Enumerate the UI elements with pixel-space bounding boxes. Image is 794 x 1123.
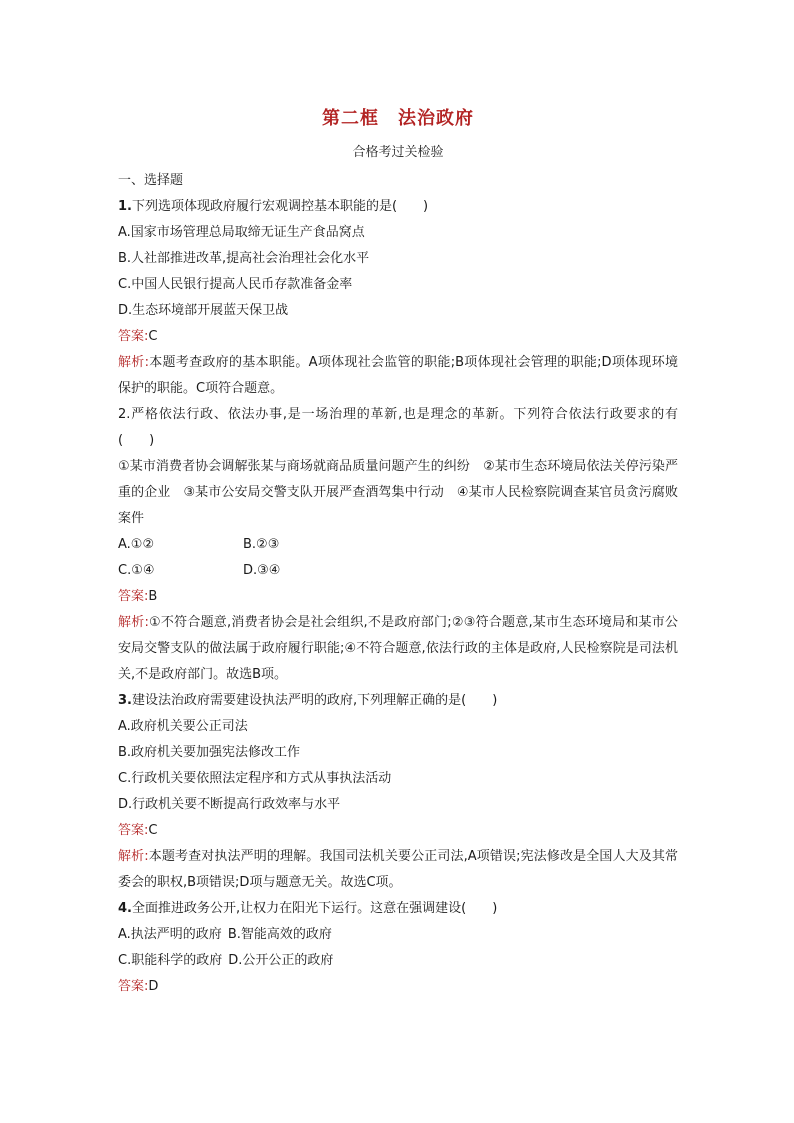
question-3-answer bbox=[118, 818, 678, 844]
question-3-answer-value: C bbox=[148, 823, 158, 838]
question-2-option-d: D.③④ bbox=[243, 563, 281, 578]
question-2-options-row-1 bbox=[118, 532, 678, 558]
question-2-option-b: B.②③ bbox=[243, 537, 280, 552]
question-3-option-c: C.行政机关要依照法定程序和方式从事执法活动 bbox=[118, 771, 392, 786]
question-1-answer-value: C bbox=[148, 329, 158, 344]
question-2-analysis-text: ①不符合题意,消费者协会是社会组织,不是政府部门;②③符合题意,某市生态环境局和某市公安局交警支队的做法属于政府履行职能;④不符合题意,依法行政的主体是政府,人民检察院是司法机关,不是政府部门。故选B项。 bbox=[118, 615, 678, 682]
question-1-option-d: D.生态环境部开展蓝天保卫战 bbox=[118, 303, 289, 318]
answer-label: 答案: bbox=[118, 589, 149, 604]
analysis-label: 解析: bbox=[118, 355, 149, 370]
question-4-number: 4. bbox=[118, 901, 132, 916]
question-1-stem bbox=[118, 194, 678, 220]
document-page bbox=[118, 104, 678, 1000]
question-2-options-row-2 bbox=[118, 558, 678, 584]
question-4-options-row-1 bbox=[118, 922, 678, 948]
answer-label: 答案: bbox=[118, 329, 149, 344]
page-subtitle: 合格考过关检验 bbox=[352, 145, 444, 160]
question-3-stem bbox=[118, 688, 678, 714]
question-3-option-d: D.行政机关要不断提高行政效率与水平 bbox=[118, 797, 341, 812]
question-1-analysis-text: 本题考查政府的基本职能。A项体现社会监管的职能;B项体现社会管理的职能;D项体现环境保护的职能。C项符合题意。 bbox=[118, 355, 678, 396]
question-1-analysis bbox=[118, 350, 678, 402]
analysis-label: 解析: bbox=[118, 615, 149, 630]
question-1-text: 下列选项体现政府履行宏观调控基本职能的是( ) bbox=[131, 199, 429, 214]
answer-label: 答案: bbox=[118, 823, 149, 838]
section-heading: 一、选择题 bbox=[118, 173, 184, 188]
question-4-option-c: C.职能科学的政府 bbox=[118, 953, 223, 968]
question-2-answer-value: B bbox=[148, 589, 158, 604]
question-4-option-a: A.执法严明的政府 bbox=[118, 927, 222, 942]
question-3-number: 3. bbox=[118, 693, 132, 708]
question-2-analysis bbox=[118, 610, 678, 688]
question-4-options-row-2 bbox=[118, 948, 678, 974]
question-4-text: 全面推进政务公开,让权力在阳光下运行。这意在强调建设( ) bbox=[131, 901, 498, 916]
question-2-option-a: A.①② bbox=[118, 537, 155, 552]
question-2-number: 2. bbox=[118, 407, 131, 422]
question-4-stem bbox=[118, 896, 678, 922]
question-3-analysis-text: 本题考查对执法严明的理解。我国司法机关要公正司法,A项错误;宪法修改是全国人大及其常委会的职权,B项错误;D项与题意无关。故选C项。 bbox=[118, 849, 678, 890]
answer-label: 答案: bbox=[118, 979, 149, 994]
question-1-option-b: B.人社部推进改革,提高社会治理社会化水平 bbox=[118, 251, 370, 266]
question-3-analysis bbox=[118, 844, 678, 896]
question-3-option-a: A.政府机关要公正司法 bbox=[118, 719, 248, 734]
page-title: 第二框 法治政府 bbox=[322, 108, 474, 129]
question-1-option-c: C.中国人民银行提高人民币存款准备金率 bbox=[118, 277, 353, 292]
question-1-option-a: A.国家市场管理总局取缔无证生产食品窝点 bbox=[118, 225, 365, 240]
question-3-text: 建设法治政府需要建设执法严明的政府,下列理解正确的是( ) bbox=[131, 693, 498, 708]
question-2-stem bbox=[118, 402, 678, 454]
question-4-option-b: B.智能高效的政府 bbox=[227, 927, 332, 942]
question-2-option-c: C.①④ bbox=[118, 563, 155, 578]
analysis-label: 解析: bbox=[118, 849, 149, 864]
question-4-answer-value: D bbox=[148, 979, 159, 994]
question-2-answer bbox=[118, 584, 678, 610]
question-1-answer bbox=[118, 324, 678, 350]
question-2-items: ①某市消费者协会调解张某与商场就商品质量问题产生的纠纷 ②某市生态环境局依法关停污染严重的企业 ③某市公安局交警支队开展严查酒驾集中行动 ④某市人民检察院调查某官员贪污腐败案件 bbox=[118, 459, 678, 526]
question-4-answer bbox=[118, 974, 678, 1000]
question-4-option-d: D.公开公正的政府 bbox=[228, 953, 334, 968]
question-1-number: 1. bbox=[118, 199, 132, 214]
question-3-option-b: B.政府机关要加强宪法修改工作 bbox=[118, 745, 301, 760]
question-2-text: 严格依法行政、依法办事,是一场治理的革新,也是理念的革新。下列符合依法行政要求的有( ) bbox=[118, 407, 678, 448]
